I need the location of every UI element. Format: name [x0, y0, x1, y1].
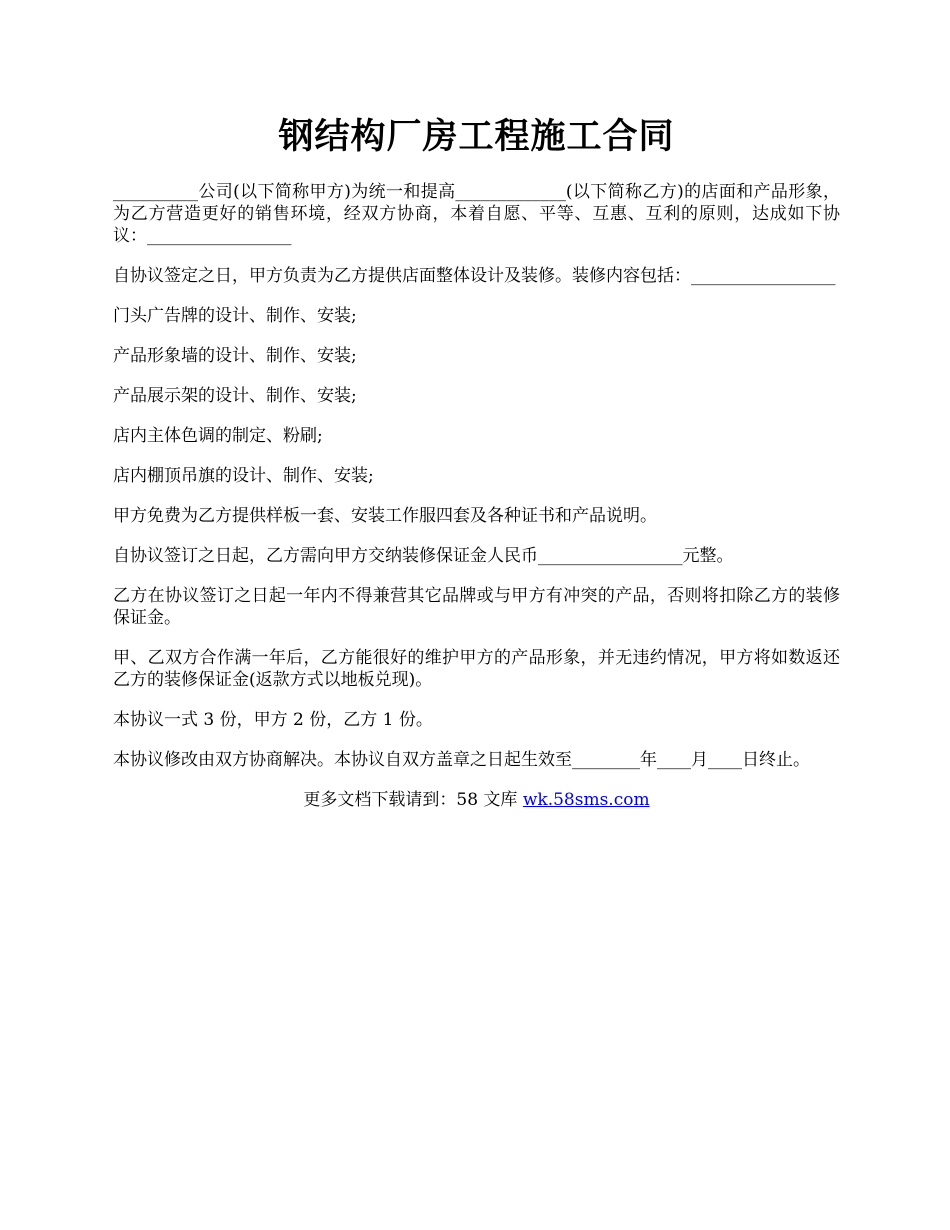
paragraph-copies: 本协议一式 3 份，甲方 2 份，乙方 1 份。	[113, 710, 433, 730]
footer-link[interactable]: wk.58sms.com	[522, 790, 650, 810]
paragraph-refund: 甲、乙双方合作满一年后，乙方能很好的维护甲方的产品形象，并无违约情况，甲方将如数返还乙方的装修保证金(返款方式以地板兑现)。	[113, 648, 840, 690]
list-item-image-wall: 产品形象墙的设计、制作、安装;	[113, 346, 357, 366]
list-item-color-paint: 店内主体色调的制定、粉刷;	[113, 426, 323, 446]
paragraph-term: 本协议修改由双方协商解决。本协议自双方盖章之日起生效至________年____月____日终止。	[113, 750, 810, 770]
document-title: 钢结构厂房工程施工合同	[278, 116, 675, 157]
document-body	[113, 181, 840, 771]
list-item-ceiling-flags: 店内棚顶吊旗的设计、制作、安装;	[113, 466, 374, 486]
paragraph-decoration-content: 自协议签定之日，甲方负责为乙方提供店面整体设计及装修。装修内容包括：_________________	[113, 266, 836, 286]
document-footer	[113, 789, 840, 811]
paragraph-deposit: 自协议签订之日起，乙方需向甲方交纳装修保证金人民币_________________元整。	[113, 546, 734, 566]
paragraph-free-samples: 甲方免费为乙方提供样板一套、安装工作服四套及各种证书和产品说明。	[113, 506, 657, 526]
paragraph-intro: __________公司(以下简称甲方)为统一和提高_____________(以下简称乙方)的店面和产品形象，为乙方营造更好的销售环境，经双方协商，本着自愿、平等、互惠、互利的原则，达成如下协议：_________________	[113, 182, 840, 246]
paragraph-exclusivity: 乙方在协议签订之日起一年内不得兼营其它品牌或与甲方有冲突的产品，否则将扣除乙方的装修保证金。	[113, 586, 840, 628]
document-page	[113, 0, 840, 811]
footer-text: 更多文档下载请到：58 文库	[303, 790, 523, 810]
list-item-signboard: 门头广告牌的设计、制作、安装;	[113, 306, 357, 326]
list-item-display-rack: 产品展示架的设计、制作、安装;	[113, 386, 357, 406]
